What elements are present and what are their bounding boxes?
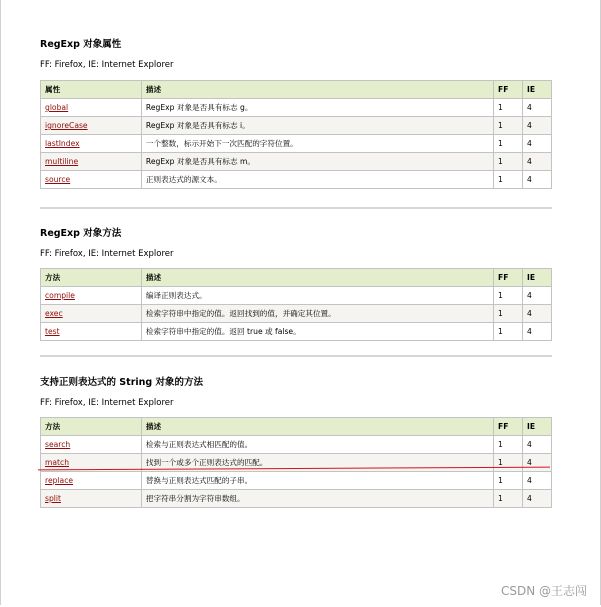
ie-version-cell: 4 bbox=[523, 323, 552, 341]
reference-link[interactable]: replace bbox=[45, 476, 74, 485]
table-row bbox=[41, 135, 552, 153]
reference-link[interactable]: match bbox=[45, 458, 70, 467]
section-title-methods: RegExp 对象方法 bbox=[40, 228, 122, 239]
methods-table bbox=[40, 268, 552, 341]
name-cell bbox=[41, 153, 142, 171]
browser-legend: FF: Firefox, IE: Internet Explorer bbox=[40, 249, 174, 259]
description-cell: 把字符串分割为字符串数组。 bbox=[141, 490, 493, 508]
description-cell: 替换与正则表达式匹配的子串。 bbox=[141, 472, 493, 490]
ff-version-cell: 1 bbox=[494, 323, 523, 341]
ff-version-cell: 1 bbox=[494, 287, 523, 305]
ie-version-cell: 4 bbox=[523, 305, 552, 323]
ie-version-cell: 4 bbox=[523, 99, 552, 117]
reference-link[interactable]: search bbox=[45, 440, 71, 449]
header-description: 描述 bbox=[141, 81, 493, 99]
section-title-string-methods: 支持正则表达式的 String 对象的方法 bbox=[40, 377, 204, 388]
watermark: CSDN @王志闯 bbox=[500, 584, 587, 598]
name-cell bbox=[41, 436, 142, 454]
ie-version-cell: 4 bbox=[523, 454, 552, 472]
section-divider bbox=[40, 355, 552, 357]
ff-version-cell: 1 bbox=[494, 153, 523, 171]
name-cell bbox=[41, 171, 142, 189]
table-row bbox=[41, 99, 552, 117]
reference-link[interactable]: test bbox=[45, 327, 60, 336]
name-cell bbox=[41, 287, 142, 305]
description-cell: 正则表达式的源文本。 bbox=[141, 171, 493, 189]
reference-link[interactable]: compile bbox=[45, 291, 75, 300]
browser-legend: FF: Firefox, IE: Internet Explorer bbox=[40, 398, 174, 408]
name-cell bbox=[41, 472, 142, 490]
description-cell: RegExp 对象是否具有标志 i。 bbox=[141, 117, 493, 135]
table-row bbox=[41, 171, 552, 189]
ff-version-cell: 1 bbox=[494, 305, 523, 323]
table-header-row bbox=[41, 269, 552, 287]
header-ff: FF bbox=[494, 81, 523, 99]
description-cell: RegExp 对象是否具有标志 g。 bbox=[141, 99, 493, 117]
table-row bbox=[41, 153, 552, 171]
properties-table bbox=[40, 80, 552, 189]
description-cell: 一个整数，标示开始下一次匹配的字符位置。 bbox=[141, 135, 493, 153]
table-body bbox=[41, 287, 552, 341]
name-cell bbox=[41, 490, 142, 508]
ie-version-cell: 4 bbox=[523, 472, 552, 490]
reference-link[interactable]: split bbox=[45, 494, 61, 503]
header-description: 描述 bbox=[141, 269, 493, 287]
ff-version-cell: 1 bbox=[494, 135, 523, 153]
name-cell bbox=[41, 135, 142, 153]
reference-link[interactable]: ignoreCase bbox=[45, 121, 88, 130]
reference-link[interactable]: lastIndex bbox=[45, 139, 80, 148]
description-cell: 检索字符串中指定的值。返回 true 或 false。 bbox=[141, 323, 493, 341]
table-header-row bbox=[41, 81, 552, 99]
table-row bbox=[41, 490, 552, 508]
string-methods-table bbox=[40, 417, 552, 508]
header-ie: IE bbox=[523, 269, 552, 287]
name-cell bbox=[41, 99, 142, 117]
ie-version-cell: 4 bbox=[523, 153, 552, 171]
ff-version-cell: 1 bbox=[494, 436, 523, 454]
section-title-properties: RegExp 对象属性 bbox=[40, 39, 122, 50]
header-ff: FF bbox=[494, 269, 523, 287]
table-body bbox=[41, 99, 552, 189]
description-cell: 检索与正则表达式相匹配的值。 bbox=[141, 436, 493, 454]
browser-legend: FF: Firefox, IE: Internet Explorer bbox=[40, 60, 174, 70]
table-row bbox=[41, 472, 552, 490]
ie-version-cell: 4 bbox=[523, 490, 552, 508]
ff-version-cell: 1 bbox=[494, 454, 523, 472]
header-ff: FF bbox=[494, 418, 523, 436]
header-ie: IE bbox=[523, 81, 552, 99]
name-cell bbox=[41, 117, 142, 135]
ff-version-cell: 1 bbox=[494, 490, 523, 508]
table-header-row bbox=[41, 418, 552, 436]
ie-version-cell: 4 bbox=[523, 135, 552, 153]
section-divider bbox=[40, 207, 552, 209]
table-row bbox=[41, 117, 552, 135]
ie-version-cell: 4 bbox=[523, 171, 552, 189]
description-cell: 编译正则表达式。 bbox=[141, 287, 493, 305]
description-cell: RegExp 对象是否具有标志 m。 bbox=[141, 153, 493, 171]
header-name: 方法 bbox=[41, 418, 142, 436]
reference-link[interactable]: multiline bbox=[45, 157, 79, 166]
description-cell: 检索字符串中指定的值。返回找到的值，并确定其位置。 bbox=[141, 305, 493, 323]
ff-version-cell: 1 bbox=[494, 171, 523, 189]
name-cell bbox=[41, 323, 142, 341]
header-description: 描述 bbox=[141, 418, 493, 436]
table-body bbox=[41, 436, 552, 508]
table-row bbox=[41, 305, 552, 323]
table-row bbox=[41, 323, 552, 341]
ie-version-cell: 4 bbox=[523, 287, 552, 305]
header-name: 方法 bbox=[41, 269, 142, 287]
ff-version-cell: 1 bbox=[494, 117, 523, 135]
ff-version-cell: 1 bbox=[494, 99, 523, 117]
header-ie: IE bbox=[523, 418, 552, 436]
reference-link[interactable]: source bbox=[45, 175, 71, 184]
table-row bbox=[41, 436, 552, 454]
description-cell: 找到一个或多个正则表达式的匹配。 bbox=[141, 454, 493, 472]
reference-link[interactable]: exec bbox=[45, 309, 63, 318]
ff-version-cell: 1 bbox=[494, 472, 523, 490]
reference-link[interactable]: global bbox=[45, 103, 69, 112]
header-name: 属性 bbox=[41, 81, 142, 99]
name-cell bbox=[41, 305, 142, 323]
table-row bbox=[41, 287, 552, 305]
ie-version-cell: 4 bbox=[523, 117, 552, 135]
ie-version-cell: 4 bbox=[523, 436, 552, 454]
